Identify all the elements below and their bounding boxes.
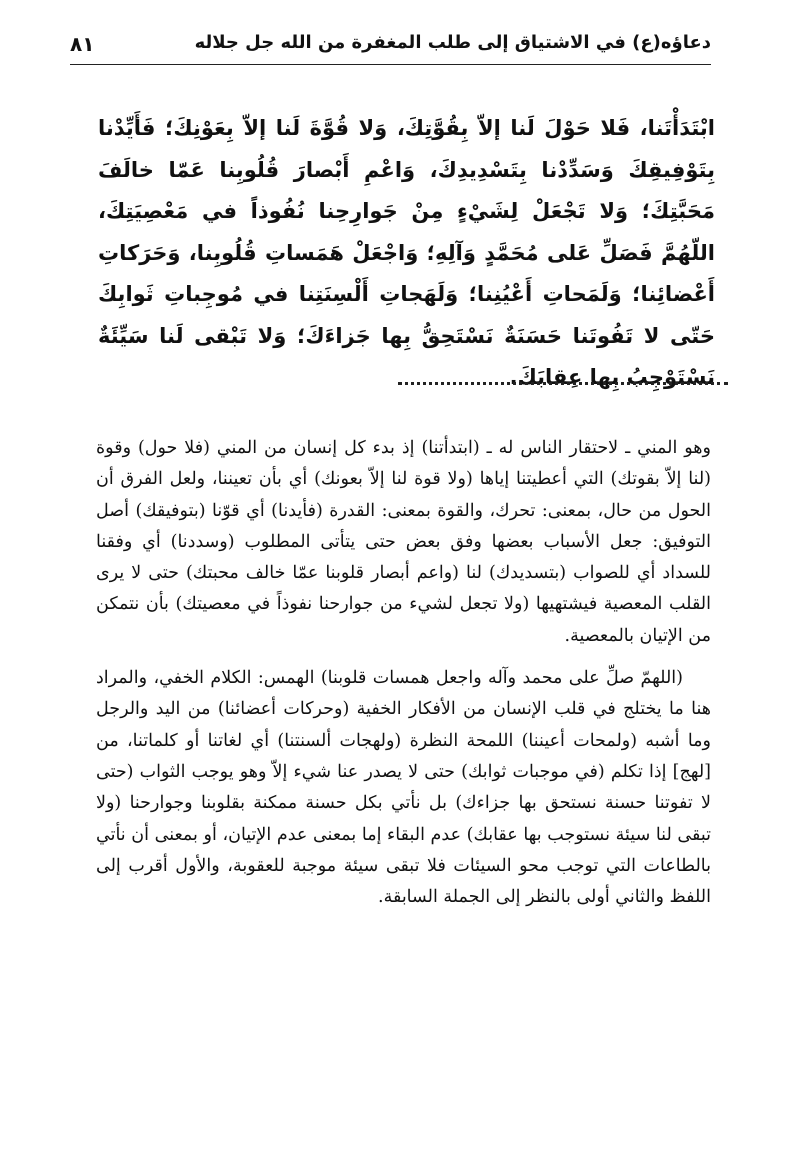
page-header <box>70 30 711 65</box>
running-title: دعاؤه(ع) في الاشتياق إلى طلب المغفرة من الله جل جلاله <box>194 32 711 53</box>
commentary-paragraph-1: وهو المني ـ لاحتقار الناس له ـ (ابتدأتنا) إذ بدء كل إنسان من المني (فلا حول) وقوة (لنا إلاّ بقوتك) التي أعطيتنا إياها (ولا قوة لنا إلاّ بعونك) أي بأن تعيننا، ولعل الفرق أن الحول من حال، بمعنى: تحرك، والقوة بمعنى: القدرة (فأيدنا) أي قوّنا (بتوفيقك) أصل التوفيق: جعل الأسباب بعضها وفق بعض حتى يتأتى المطلوب (وسددنا) أي وفقنا للسداد أي للصواب (بتسديدك) لنا (واعم أبصار قلوبنا عمّا خالف محبتك) حتى لا يرى القلب المعصية فيشتهيها (ولا تجعل لشيء من جوارحنا نفوذاً في معصيتك) بأن نتمكن من الإتيان بالمعصية. <box>96 438 711 646</box>
dotted-divider <box>398 382 728 385</box>
page-number: ٨١ <box>70 32 95 56</box>
commentary <box>96 433 711 913</box>
supplication-text: ابْتَدَأْتَنا، فَلا حَوْلَ لَنا إلاّ بِقُوَّتِكَ، وَلا قُوَّةَ لَنا إلاّ بِعَوْنِكَ؛ فَأَيِّدْنا بِتَوْفِيقِكَ وَسَدِّدْنا بِتَسْدِيدِكَ، وَاعْمِ أَبْصارَ قُلُوبِنا عَمّا خالَفَ مَحَبَّتِكَ؛ وَلا تَجْعَلْ لِشَيْءٍ مِنْ جَوارِحِنا نُفُوذاً في مَعْصِيَتِكَ، اللّهُمَّ فَصَلِّ عَلى مُحَمَّدٍ وَآلِهِ؛ وَاجْعَلْ هَمَساتِ قُلُوبِنا، وَحَرَكاتِ أَعْضائِنا؛ وَلَمَحاتِ أَعْيُنِنا؛ وَلَهَجاتِ أَلْسِنَتِنا في مُوجِباتِ ثَوابِكَ حَتّى لا تَفُوتَنا حَسَنَةٌ نَسْتَحِقُّ بِها جَزاءَكَ؛ وَلا تَبْقى لَنا سَيِّئَةٌ نَسْتَوْجِبُ بِها عِقابَكَ. <box>98 116 715 389</box>
commentary-paragraph-2: (اللهمّ صلِّ على محمد وآله واجعل همسات قلوبنا) الهمس: الكلام الخفي، والمراد هنا ما يختلج في قلب الإنسان من الأفكار الخفية (وحركات أعضائنا) من اليد والرجل وما أشبه (ولمحات أعيننا) اللمحة النظرة (ولهجات ألسنتنا) أي لغاتنا أو كلماتنا، من [لهج] إذا تكلم (في موجبات ثوابك) حتى لا يصدر عنا شيء إلاّ وهو يوجب الثواب (حتى لا تفوتنا حسنة نستحق بها جزاءك) بل نأتي بكل حسنة ممكنة بقلوبنا وجوارحنا (ولا تبقى لنا سيئة نستوجب بها عقابك) عدم البقاء إما بمعنى عدم الإتيان، أو بمعنى أن نأتي بالطاعات التي توجب محو السيئات فلا تبقى سيئة موجبة للعقوبة، والأول أقرب إلى اللفظ والثاني أولى بالنظر إلى الجملة السابقة. <box>96 668 711 908</box>
